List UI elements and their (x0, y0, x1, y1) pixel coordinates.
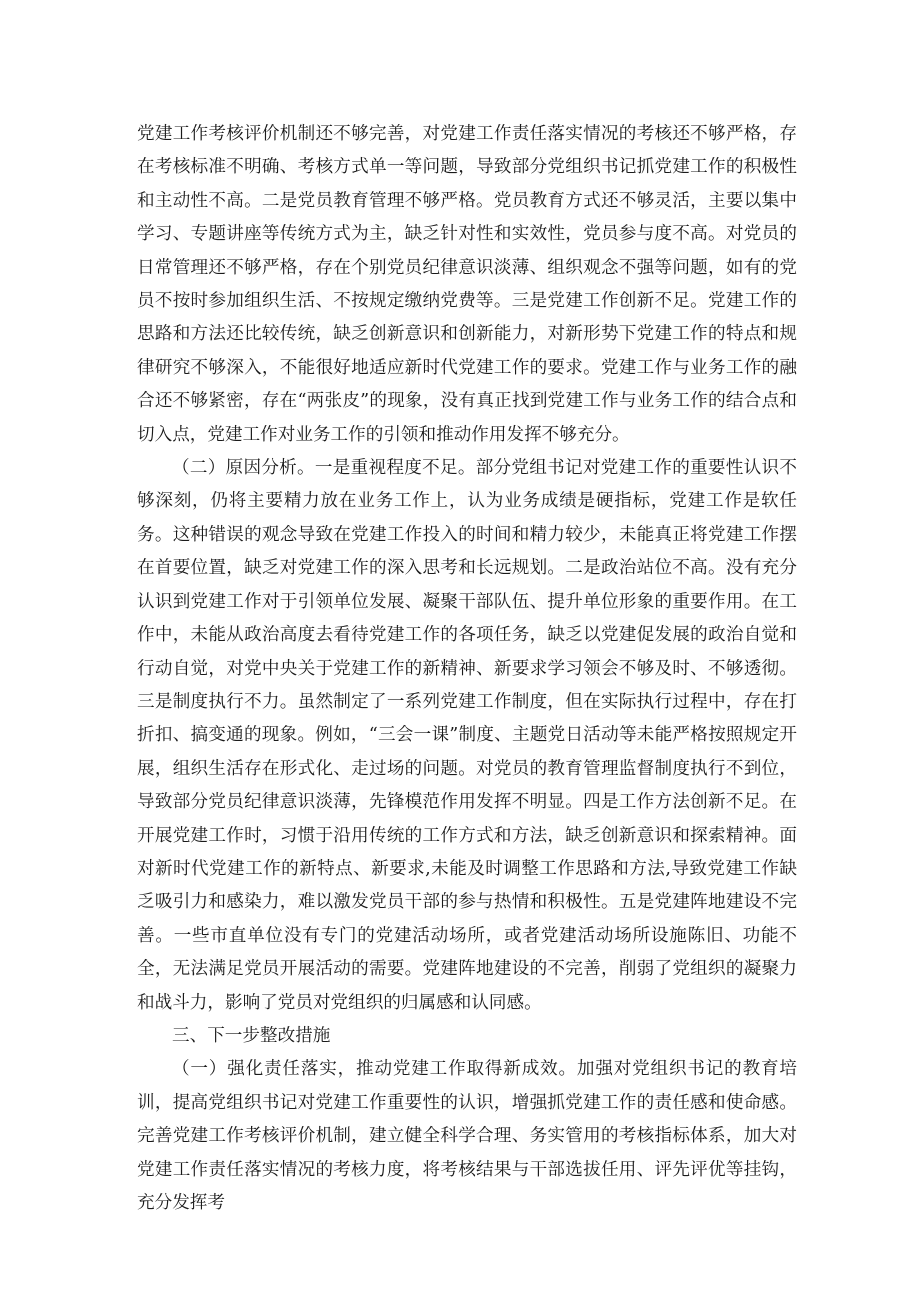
document-body (137, 118, 797, 1220)
body-paragraph: 党建工作考核评价机制还不够完善，对党建工作责任落实情况的考核还不够严格，存在考核标准不明确、考核方式单一等问题，导致部分党组织书记抓党建工作的积极性和主动性不高。二是党员教育管理不够严格。党员教育方式还不够灵活，主要以集中学习、专题讲座等传统方式为主，缺乏针对性和实效性，党员参与度不高。对党员的日常管理还不够严格，存在个别党员纪律意识淡薄、组织观念不强等问题，如有的党员不按时参加组织生活、不按规定缴纳党费等。三是党建工作创新不足。党建工作的思路和方法还比较传统，缺乏创新意识和创新能力，对新形势下党建工作的特点和规律研究不够深入，不能很好地适应新时代党建工作的要求。党建工作与业务工作的融合还不够紧密，存在“两张皮”的现象，没有真正找到党建工作与业务工作的结合点和切入点，党建工作对业务工作的引领和推动作用发挥不够充分。 (137, 124, 797, 445)
body-paragraph: （二）原因分析。一是重视程度不足。部分党组书记对党建工作的重要性认识不够深刻，仍将主要精力放在业务工作上，认为业务成绩是硬指标，党建工作是软任务。这种错误的观念导致在党建工作投入的时间和精力较少，未能真正将党建工作摆在首要位置，缺乏对党建工作的深入思考和长远规划。二是政治站位不高。没有充分认识到党建工作对于引领单位发展、凝聚干部队伍、提升单位形象的重要作用。在工作中，未能从政治高度去看待党建工作的各项任务，缺乏以党建促发展的政治自觉和行动自觉，对党中央关于党建工作的新精神、新要求学习领会不够及时、不够透彻。三是制度执行不力。虽然制定了一系列党建工作制度，但在实际执行过程中，存在打折扣、搞变通的现象。例如，“三会一课”制度、主题党日活动等未能严格按照规定开展，组织生活存在形式化、走过场的问题。对党员的教育管理监督制度执行不到位，导致部分党员纪律意识淡薄，先锋模范作用发挥不明显。四是工作方法创新不足。在开展党建工作时，习惯于沿用传统的工作方式和方法，缺乏创新意识和探索精神。面对新时代党建工作的新特点、新要求,未能及时调整工作思路和方法,导致党建工作缺乏吸引力和感染力，难以激发党员干部的参与热情和积极性。五是党建阵地建设不完善。一些市直单位没有专门的党建活动场所，或者党建活动场所设施陈旧、功能不全，无法满足党员开展活动的需要。党建阵地建设的不完善，削弱了党组织的凝聚力和战斗力，影响了党员对党组织的归属感和认同感。 (137, 458, 797, 1013)
section-heading: 三、下一步整改措施 (172, 1025, 331, 1046)
body-paragraph: （一）强化责任落实，推动党建工作取得新成效。加强对党组织书记的教育培训，提高党组织书记对党建工作重要性的认识，增强抓党建工作的责任感和使命感。完善党建工作考核评价机制，建立健全科学合理、务实管用的考核指标体系，加大对党建工作责任落实情况的考核力度，将考核结果与干部选拔任用、评先评优等挂钩，充分发挥考 (137, 1059, 797, 1213)
